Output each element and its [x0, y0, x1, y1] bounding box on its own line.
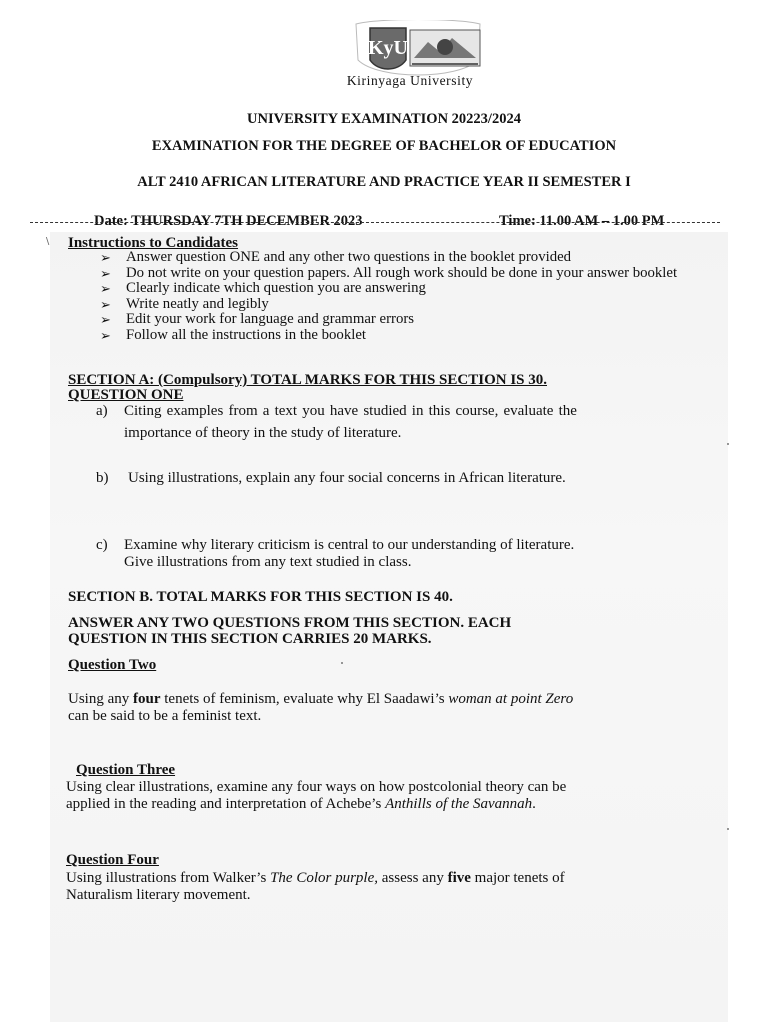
arrow-bullet-icon: ➢ [100, 250, 111, 265]
part-text: Examine why literary criticism is central to our understanding of literature. [124, 537, 575, 553]
arrow-bullet-icon: ➢ [100, 296, 111, 312]
question-one-part-c [96, 537, 716, 577]
question-one-title: QUESTION ONE [68, 387, 184, 403]
part-label: c) [96, 537, 108, 553]
university-name: Kirinyaga University [346, 73, 474, 88]
instruction-item: ➢ Answer question ONE and any other two questions in the booklet provided [100, 249, 572, 265]
instruction-item: ➢ Write neatly and legibly [100, 295, 269, 312]
scan-speck [341, 662, 343, 664]
question-one-part-b [96, 467, 716, 491]
arrow-bullet-icon: ➢ [100, 281, 111, 296]
exam-degree-heading: EXAMINATION FOR THE DEGREE OF BACHELOR OF EDUCATION [151, 138, 617, 154]
svg-text:KyU: KyU [368, 37, 408, 59]
instructions-title: Instructions to Candidates [68, 235, 239, 251]
exam-time: Time: 11.00 AM – 1.00 PM [499, 213, 665, 229]
instructions-list [100, 250, 720, 343]
part-label: b) [96, 470, 109, 486]
section-b-title: SECTION B. TOTAL MARKS FOR THIS SECTION IS 40. [68, 589, 453, 605]
question-three-title: Question Three [76, 762, 176, 778]
scan-speck [727, 443, 729, 445]
question-four-text: Using illustrations from Walker’s The Color purple, assess any five major tenets of Naturalism literary movement. [66, 870, 565, 903]
arrow-bullet-icon: ➢ [100, 327, 111, 343]
section-b-instructions: ANSWER ANY TWO QUESTIONS FROM THIS SECTION. EACH QUESTION IN THIS SECTION CARRIES 20 MARKS. [68, 615, 512, 647]
part-text: Using illustrations, explain any four social concerns in African literature. [128, 470, 566, 486]
instruction-item: ➢ Edit your work for language and grammar errors [100, 311, 415, 327]
part-text-continued: importance of theory in the study of literature. [124, 425, 402, 441]
instruction-item: ➢ Follow all the instructions in the booklet [100, 326, 367, 343]
question-four-title: Question Four [66, 852, 159, 868]
part-text-continued: Give illustrations from any text studied in class. [124, 554, 412, 570]
scan-speck [727, 828, 729, 830]
corner-mark: ∖ [44, 237, 51, 248]
question-three-text: Using clear illustrations, examine any four ways on how postcolonial theory can be applied in the reading and interpretation of Achebe’s Anthills of the Savannah. [66, 779, 567, 812]
question-one-part-a [96, 400, 716, 450]
arrow-bullet-icon: ➢ [100, 312, 111, 327]
part-text: Citing examples from a text you have studied in this course, evaluate the [124, 403, 577, 419]
exam-year-heading: UNIVERSITY EXAMINATION 20223/2024 [247, 111, 521, 127]
part-label: a) [96, 403, 108, 419]
question-two-text: Using any four tenets of feminism, evaluate why El Saadawi’s woman at point Zero can be said to be a feminist text. [68, 691, 574, 724]
course-heading: ALT 2410 AFRICAN LITERATURE AND PRACTICE YEAR II SEMESTER I [137, 174, 631, 190]
arrow-bullet-icon: ➢ [100, 265, 111, 281]
question-two-title: Question Two [68, 657, 157, 673]
dashed-divider [30, 222, 720, 223]
section-a-title: SECTION A: (Compulsory) TOTAL MARKS FOR THIS SECTION IS 30. [68, 372, 547, 388]
instruction-item: ➢ Do not write on your question papers. All rough work should be done in your answer booklet [100, 264, 678, 281]
instruction-item: ➢ Clearly indicate which question you are answering [100, 280, 426, 296]
exam-date: Date: THURSDAY 7TH DECEMBER 2023 [94, 213, 363, 229]
